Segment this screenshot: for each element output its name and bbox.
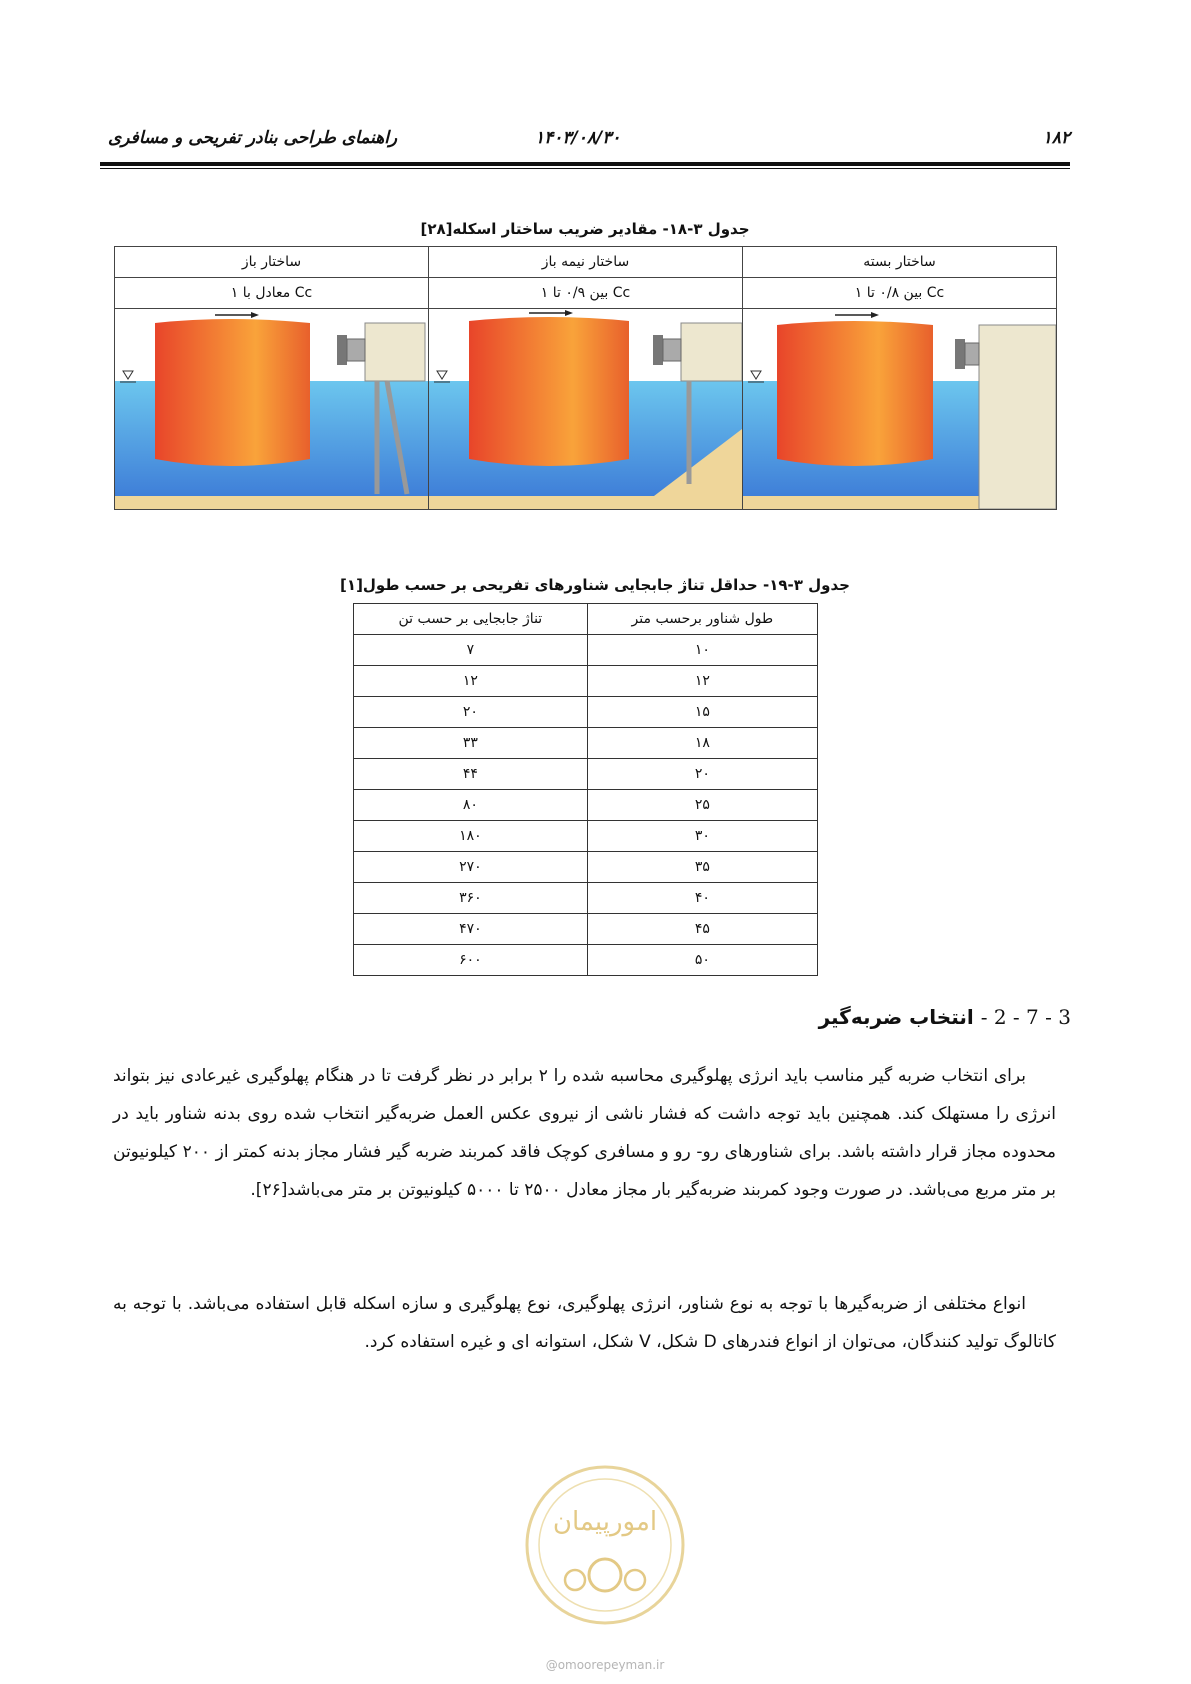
table-row bbox=[354, 852, 818, 883]
header-rule-thin bbox=[100, 168, 1070, 169]
tonnage-cell: ۳۳ bbox=[354, 728, 588, 759]
vessel-hull bbox=[469, 317, 629, 466]
fender-mount bbox=[347, 339, 365, 361]
closed-quay-wall bbox=[979, 325, 1056, 509]
watermark-logo bbox=[520, 1450, 690, 1660]
tonnage-cell: ۲۰ bbox=[354, 697, 588, 728]
table2-header-tonnage: تناژ جابجایی بر حسب تن bbox=[354, 604, 588, 635]
seabed bbox=[115, 496, 428, 509]
section-number: 3 - 7 - 2 - bbox=[980, 1005, 1071, 1029]
tonnage-cell: ۸۰ bbox=[354, 790, 588, 821]
length-cell: ۵۰ bbox=[587, 945, 817, 976]
vessel-hull bbox=[777, 321, 933, 466]
table-row bbox=[354, 883, 818, 914]
fender-mount bbox=[965, 343, 979, 365]
tonnage-cell: ۲۷۰ bbox=[354, 852, 588, 883]
length-cell: ۱۵ bbox=[587, 697, 817, 728]
fender bbox=[337, 335, 347, 365]
figure-semi-open-structure bbox=[429, 309, 743, 510]
figure-open-structure bbox=[115, 309, 429, 510]
length-cell: ۴۵ bbox=[587, 914, 817, 945]
arrow-head bbox=[565, 310, 573, 316]
header-title: راهنمای طراحی بنادر تفریحی و مسافری bbox=[108, 128, 398, 148]
arrow-head bbox=[871, 312, 879, 318]
table2-header-length: طول شناور برحسب متر bbox=[587, 604, 817, 635]
table1-val-closed: Cc بین ۰/۸ تا ۱ bbox=[743, 278, 1057, 309]
length-cell: ۴۰ bbox=[587, 883, 817, 914]
tonnage-cell: ۱۸۰ bbox=[354, 821, 588, 852]
paragraph: برای انتخاب ضربه گیر مناسب باید انرژی پهلوگیری محاسبه شده را ۲ برابر در نظر گرفت تا در هنگام پهلوگیری غیرعادی نیز بتواند انرژی را مستهلک کند. همچنین باید توجه داشت که فشار ناشی از نیروی عکس العمل ضربه‌گیر انتخاب شده روی بدنه شناور باید در محدوده مجاز قرار داشته باشد. برای شناورهای رو- رو و مسافری کوچک فاقد کمربند ضربه گیر فشار مجاز بدنه کمتر از ۲۰۰ کیلونیوتن بر متر مربع می‌باشد. در صورت وجود کمربند ضربه‌گیر بار مجاز معادل ۲۵۰۰ تا ۵۰۰۰ کیلونیوتن بر متر می‌باشد[۲۶]. bbox=[113, 1066, 1056, 1200]
figure-closed-structure bbox=[743, 309, 1057, 510]
tonnage-cell: ۶۰۰ bbox=[354, 945, 588, 976]
table-row bbox=[354, 914, 818, 945]
vessel-hull bbox=[155, 319, 310, 466]
length-cell: ۳۰ bbox=[587, 821, 817, 852]
fender bbox=[653, 335, 663, 365]
table-row bbox=[354, 945, 818, 976]
table-row bbox=[354, 728, 818, 759]
length-cell: ۱۲ bbox=[587, 666, 817, 697]
length-cell: ۲۵ bbox=[587, 790, 817, 821]
table-row bbox=[354, 759, 818, 790]
table-row bbox=[354, 666, 818, 697]
tonnage-cell: ۴۷۰ bbox=[354, 914, 588, 945]
open-deck bbox=[365, 323, 425, 381]
table-row bbox=[354, 790, 818, 821]
water-level-icon bbox=[437, 371, 447, 379]
fender bbox=[955, 339, 965, 369]
table1-caption: جدول ۳-۱۸- مقادیر ضریب ساختار اسکله[۲۸] bbox=[420, 220, 750, 238]
page-number: ۱۸۲ bbox=[1042, 128, 1070, 148]
tonnage-cell: ۴۴ bbox=[354, 759, 588, 790]
table1-figure-row bbox=[115, 309, 1057, 510]
tonnage-cell: ۳۶۰ bbox=[354, 883, 588, 914]
table2-header-row bbox=[354, 604, 818, 635]
paragraph: انواع مختلفی از ضربه‌گیرها با توجه به نوع شناور، انرژی پهلوگیری، نوع پهلوگیری و سازه اسکله قابل استفاده می‌باشد. با توجه به کاتالوگ تولید کنندگان، می‌توان از انواع فندرهای D شکل، V شکل، استوانه ای و غیره استفاده کرد. bbox=[113, 1294, 1056, 1352]
semi-open-deck bbox=[681, 323, 742, 381]
table1-col-closed: ساختار بسته bbox=[743, 247, 1057, 278]
table1-col-semi-open: ساختار نیمه باز bbox=[429, 247, 743, 278]
length-cell: ۱۸ bbox=[587, 728, 817, 759]
table1-value-row bbox=[115, 278, 1057, 309]
section-title: انتخاب ضربه‌گیر bbox=[818, 1005, 974, 1029]
displacement-table bbox=[353, 603, 818, 976]
length-cell: ۳۵ bbox=[587, 852, 817, 883]
header-rule bbox=[100, 162, 1070, 166]
watermark-logo-text: امورپیمان bbox=[552, 1507, 658, 1537]
section-heading bbox=[819, 1005, 1071, 1029]
tonnage-cell: ۷ bbox=[354, 635, 588, 666]
table-row bbox=[354, 635, 818, 666]
table1-header-row bbox=[115, 247, 1057, 278]
table-row bbox=[354, 821, 818, 852]
length-cell: ۱۰ bbox=[587, 635, 817, 666]
water-level-icon bbox=[123, 371, 133, 379]
header-date: ۱۴۰۳/۰۸/۳۰ bbox=[535, 128, 621, 148]
structure-coefficient-table bbox=[114, 246, 1057, 510]
water-level-icon bbox=[751, 371, 761, 379]
page-header bbox=[100, 118, 1070, 168]
arrow-head bbox=[251, 312, 259, 318]
table1-val-semi-open: Cc بین ۰/۹ تا ۱ bbox=[429, 278, 743, 309]
length-cell: ۲۰ bbox=[587, 759, 817, 790]
table2-caption: جدول ۳-۱۹- حداقل تناژ جابجایی شناورهای تفریحی بر حسب طول[۱] bbox=[340, 576, 850, 594]
table1-val-open: Cc معادل با ۱ bbox=[115, 278, 429, 309]
watermark-text: @omoorepeyman.ir bbox=[545, 1658, 665, 1672]
table1-col-open: ساختار باز bbox=[115, 247, 429, 278]
fender-mount bbox=[663, 339, 681, 361]
table-row bbox=[354, 697, 818, 728]
tonnage-cell: ۱۲ bbox=[354, 666, 588, 697]
